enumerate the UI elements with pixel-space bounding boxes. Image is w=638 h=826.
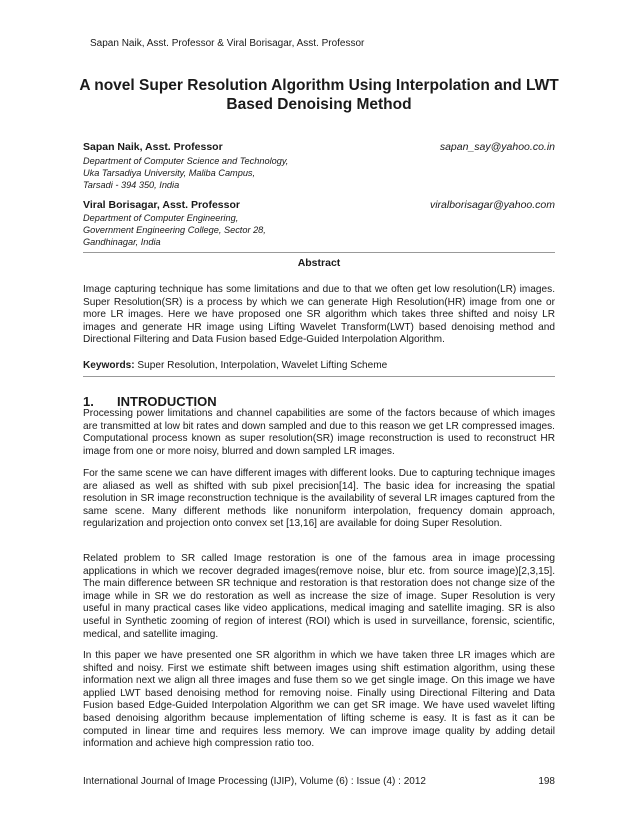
affiliation-line: Tarsadi - 394 350, India <box>83 180 180 190</box>
keywords-text: Super Resolution, Interpolation, Wavelet Lifting Scheme <box>134 360 388 371</box>
title-line-2: Based Denoising Method <box>226 96 412 113</box>
affiliation-line: Government Engineering College, Sector 28, <box>83 225 266 235</box>
title-line-1: A novel Super Resolution Algorithm Using Interpolation and LWT <box>79 77 559 94</box>
abstract-bottom-rule <box>83 376 555 377</box>
keywords-label: Keywords: <box>83 360 135 371</box>
section-number: 1. <box>83 394 94 409</box>
body-paragraph-3: Related problem to SR called Image restoration is one of the famous area in image processing applications in which we recover degraded images(remove noise, blur etc. from source image)[2,3,15]. The main difference between SR technique and restoration is that restoration does not change size of the image while in SR we do restoration as well as increase the size of image. Super Resolution is very useful in many practical cases like video applications, medical imaging and satellite imaging. SR is also useful in Synthetic zooming of region of interest (ROI) which is used in surveillance, forensic, scientific, medical, and satellite imaging. <box>83 553 555 640</box>
author-2-name: Viral Borisagar, Asst. Professor <box>83 199 240 211</box>
running-head: Sapan Naik, Asst. Professor & Viral Borisagar, Asst. Professor <box>90 38 365 49</box>
affiliation-line: Department of Computer Engineering, <box>83 213 239 223</box>
author-1-name: Sapan Naik, Asst. Professor <box>83 141 223 153</box>
paper-title <box>70 76 568 114</box>
keywords <box>83 360 387 371</box>
abstract-heading: Abstract <box>297 257 341 269</box>
body-paragraph-4: In this paper we have presented one SR algorithm in which we have taken three LR images which are shifted and noisy. First we estimate shift between images using shift estimation algorithm, using these information next we align all three images and fuse them so we get single image. On this image we have applied LWT based denoising method for removing noise. Finally using Directional Filtering and Data Fusion based Edge-Guided Interpolation Algorithm we can get SR image. We have used wavelet lifting based denoising algorithm because implementation of lifting scheme is easy. It is fast as it can be computed in linear time and requires less memory. We can improve image quality by adding detail information and achieve high compression ratio too. <box>83 650 555 750</box>
journal-footer: International Journal of Image Processing (IJIP), Volume (6) : Issue (4) : 2012 <box>83 776 426 787</box>
author-1-email: sapan_say@yahoo.co.in <box>439 141 555 153</box>
affiliation-line: Department of Computer Science and Technology, <box>83 156 289 166</box>
author-2-affiliation <box>83 212 266 248</box>
affiliation-line: Uka Tarsadiya University, Maliba Campus, <box>83 168 256 178</box>
affiliation-line: Gandhinagar, India <box>83 237 161 247</box>
abstract-text: Image capturing technique has some limitations and due to that we often get low resolution(LR) images. Super Resolution(SR) is a process by which we can generate High Resolution(HR) image from one or more LR images. Here we have proposed one SR algorithm which takes three shifted and noisy LR images and generate HR image using Lifting Wavelet Transform(LWT) based denoising method and Directional Filtering and Data Fusion based Edge-Guided Interpolation Algorithm. <box>83 284 555 346</box>
author-1-affiliation <box>83 155 288 191</box>
body-paragraph-2: For the same scene we can have different images with different looks. Due to capturing technique images are aliased as well as shifted with sub pixel precision[14]. The basic idea for increasing the spatial resolution in SR image reconstruction technique is the availability of several LR images captured from the same scene. Many different methods like nonuniform interpolation, frequency domain approach, regularization and projection onto convex set [13,16] are available for doing Super Resolution. <box>83 468 555 530</box>
section-heading <box>83 394 217 409</box>
body-paragraph-1: Processing power limitations and channel capabilities are some of the factors because of which images are transmitted at low bit rates and down sampled and due to this reason we get LR compressed images. Computational process known as super resolution(SR) image reconstruction is used to reconstruct HR image from one or more noisy, blurred and down sampled LR images. <box>83 408 555 457</box>
page-number: 198 <box>538 776 555 787</box>
abstract-top-rule <box>83 252 555 253</box>
author-2-email: viralborisagar@yahoo.com <box>429 199 555 211</box>
section-title: INTRODUCTION <box>117 394 217 409</box>
